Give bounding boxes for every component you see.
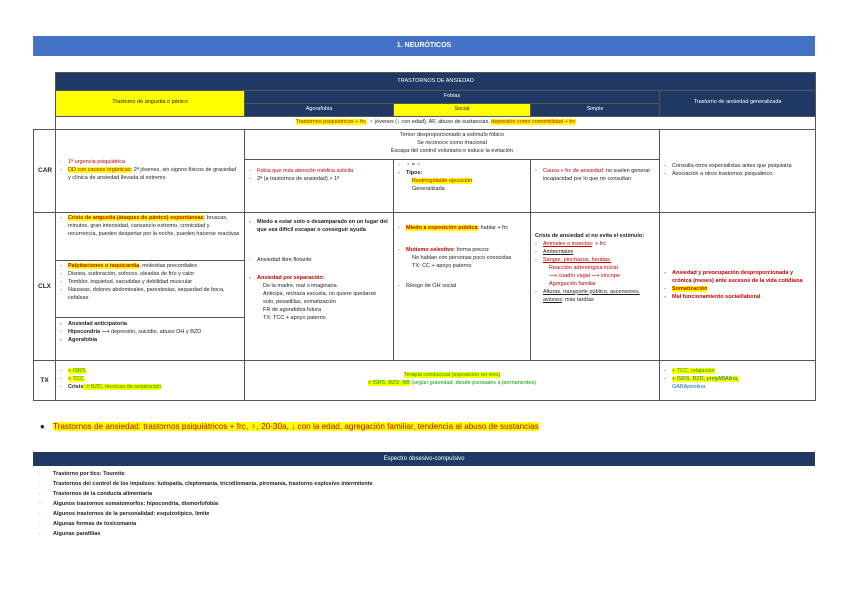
tx-fobias-cell: Terapia conductual (exposición en vivo) ± ISRS, BZD, BB (según gravedad, desde puntuales a permanentes) — [245, 360, 660, 400]
section-banner: 1. NEURÓTICOS — [33, 36, 815, 56]
list-item: · Algunas parafilias — [39, 529, 815, 539]
header-panico: Trastorno de angustia o pánico — [56, 91, 245, 117]
clx-tag-cell: - Ansiedad y preocupación desproporcionada y crónica (meses) ante sucesos de la vida cotidiana - Somatización - Mal funcionamiento social/laboral — [660, 212, 816, 360]
header-agorafobia: Agorafobia — [245, 103, 394, 116]
table-title: TRASTORNOS DE ANSIEDAD — [56, 73, 816, 91]
car-panico-cell: - 1ª urgencia psiquiátrica - DD con causas orgánicas: 2ª jóvenes, sin signos físicos de gravedad y clínica de ansiedad llevada al extremo — [56, 129, 245, 212]
header-tag: Trastorno de ansiedad generalizada — [660, 91, 816, 117]
tx-tag-cell: - + TCC, relajación - + ISRS, BZD, pregABAlina, GABApentina — [660, 360, 816, 400]
car-social: - ♀ = ♂ - Tipos: Restringida/de ejecución Generalizada — [394, 160, 531, 212]
car-agorafobia: - Fobia que más atención médica solicita - 2ª (a trastornos de ansiedad) > 1ª — [245, 160, 394, 212]
list-item: · Trastornos de la conducta alimentaria — [39, 489, 815, 499]
row-label-tx: TX — [34, 360, 56, 400]
clx-social-cell: - Miedo a exposición pública: hablar + frc - Mutismo selectivo: forma precoz No hablan con personas poco conocidas TX: CC + apoyo paterno - Riesgo de OH social — [394, 212, 531, 360]
tx-panico-cell: - + ISRS - + TCC - Crisis: ± BZD, técnicas de respiración — [56, 360, 245, 400]
header-social: Social — [394, 103, 531, 116]
list-item: · Algunos trastornos somatomorfos: hipocondría, dismorfofobia — [39, 499, 815, 509]
ocd-spectrum-list — [33, 466, 815, 539]
list-item: · Algunos trastornos de la personalidad: esquizotípico, límite — [39, 509, 815, 519]
bullet-icon: ● — [40, 422, 45, 431]
car-fobias-cell: Temor desproporcionado a estímulo fóbico Se reconoce como irracional Escapa del control voluntario e induce la evitación - Fobia que más atención médica solicita - 2ª (a trastornos de ansiedad) > 1ª - ♀ = ♂ - Tipos: Restringida/de ejecución Generalizada - Causa + frc de ansiedad: no suelen generar incapacidad por lo que no consultan — [245, 129, 660, 212]
list-item: · Algunas formas de toxicomanía — [39, 519, 815, 529]
anxiety-table — [33, 72, 816, 401]
list-item: · Trastorno por tics: Tourette — [39, 469, 815, 479]
ocd-spectrum-title: Espectro obsesivo-compulsivo — [33, 452, 815, 466]
row-label-car: CAR — [34, 129, 56, 212]
clx-agorafobia-cell: - Miedo a estar solo o desamparado en un lugar del que sea difícil escapar o conseguir ayuda - Ansiedad libre flotante - Ansiedad por separación: De la madre, real o imaginaria Anticipa, rechaza escuela, no quiere quedarse solo, pesadillas, somatización FR de agorafobia futura TX: TCC + apoyo paterno — [245, 212, 394, 360]
car-simple: - Causa + frc de ansiedad: no suelen generar incapacidad por lo que no consultan — [531, 160, 659, 212]
summary-row: Trastornos psiquiátricos + frc, ♀ jóvenes (↓ con edad), AF, abuso de sustancias, depresión como comorbilidad + frc — [56, 116, 816, 129]
clx-panico-cell: - Crisis de angustia (ataques de pánico) espontáneas: bruscas, minutos, gran intensidad, cansancio extremo, cronicidad y recurrencia, pueden despertar por la noche, pueden hacerse reactivas - Palpitaciones o taquicardia, molestias precordiales - Disnea, sudoración, sofocos, oleadas de frío y calor - Temblor, inquietud, sacudidas y debilidad muscular - Náuseas, dolores abdominales, parestesias, sequedad de boca, cefaleas - Ansiedad anticipatoria - Hipocondría ⟶ depresión, suicidio, abuso OH y BZD - Agorafobia — [56, 212, 245, 360]
header-simple: Simple — [531, 103, 660, 116]
header-fobias: Fobias — [245, 91, 660, 104]
clx-simple-cell: Crisis de ansiedad si no evita el estímulo: - Animales o insectos: + frc - Ambientales - Sangre, pinchazos, heridas: Reacción adrenérgica inicial ⟶ cuadro vagal ⟶ síncope Agregación familiar - Alturas, transporte público, ascensores, aviones: más tardías — [531, 212, 660, 360]
car-tag-cell: - Consulta otros especialistas antes que psiquiatra - Asociación a otros trastornos psiquiátrico — [660, 129, 816, 212]
row-label-clx: CLX — [34, 212, 56, 360]
list-item: · Trastornos del control de los impulsos: ludopatía, cleptomanía, tricotilomanía, piromanía, trastorno explosivo intermitente — [39, 479, 815, 489]
ocd-spectrum-box — [33, 452, 815, 539]
anxiety-summary-bullet: ● Trastornos de ansiedad: trastornos psiquiátricos + frc, ♀, 20-30a, ↓ con la edad, agregación familiar, tendencia al abuso de sustancias — [40, 422, 539, 431]
